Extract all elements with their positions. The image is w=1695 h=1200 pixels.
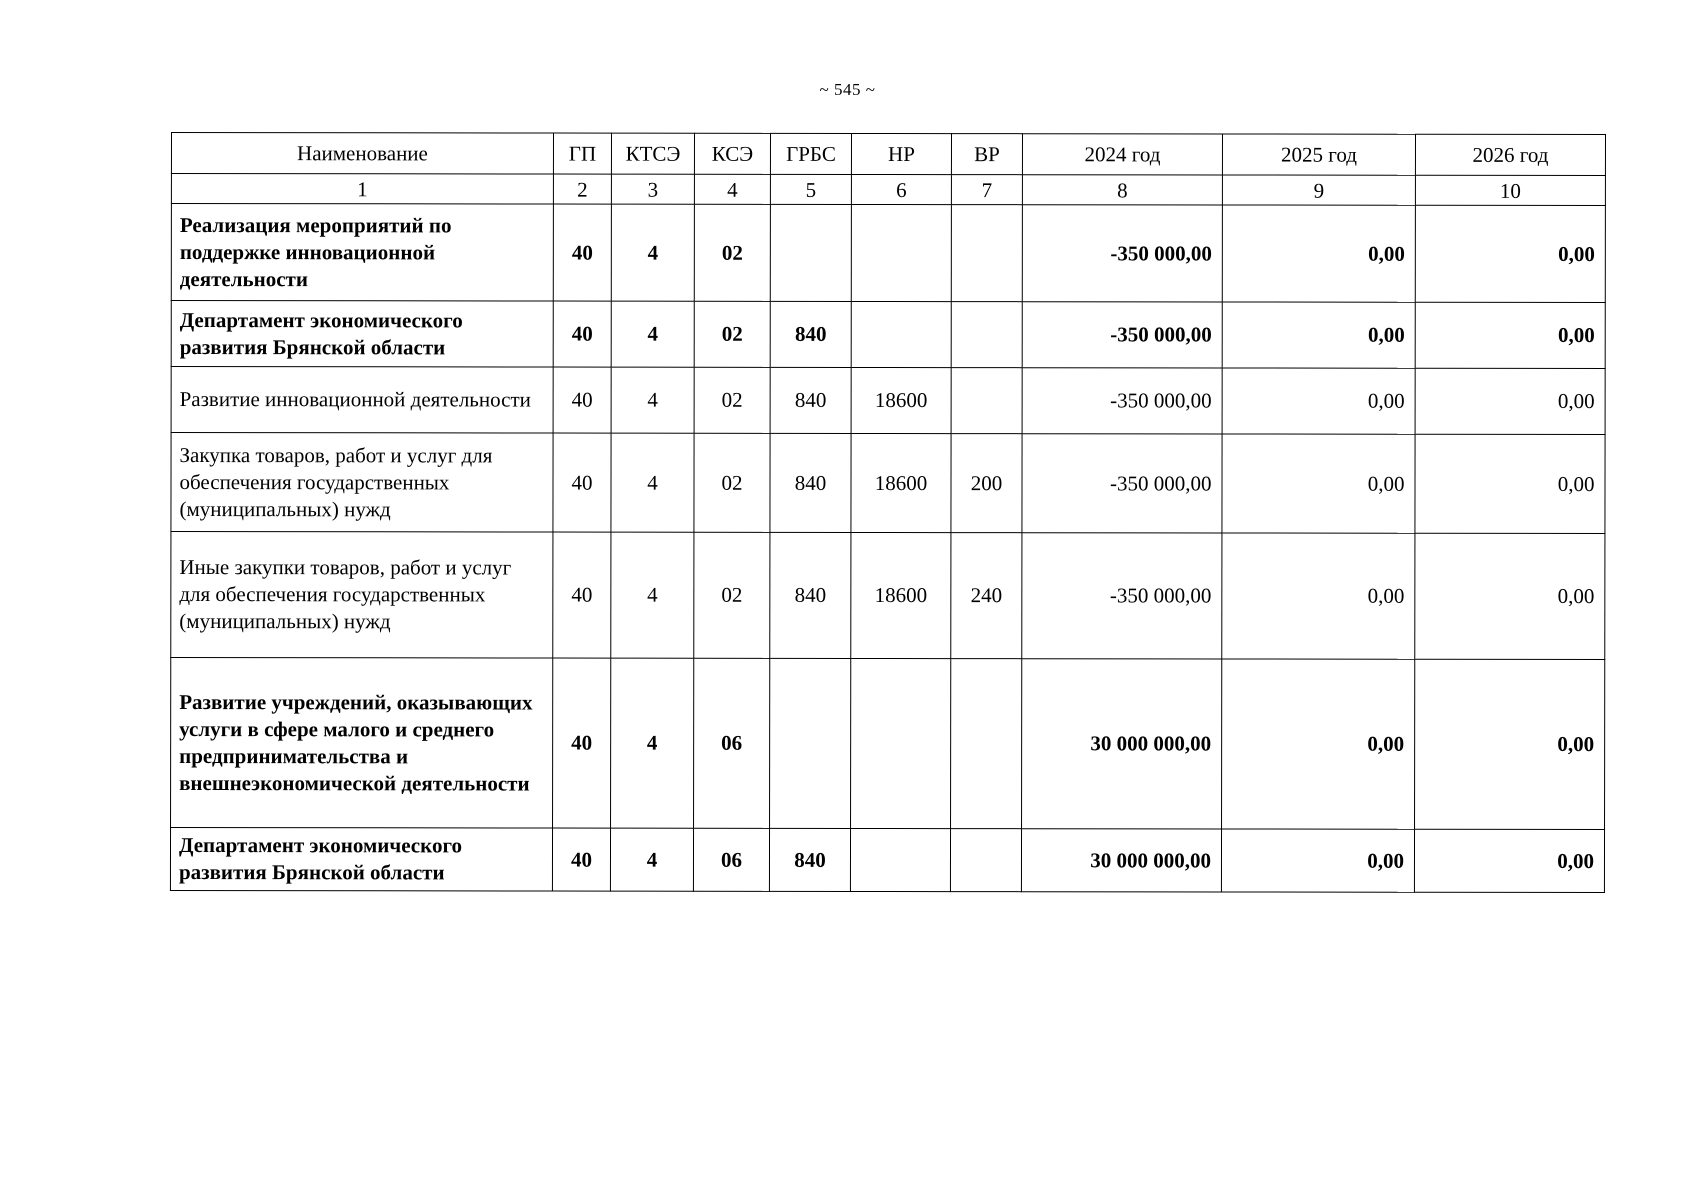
kse-cell: 06: [694, 658, 770, 828]
ktse-cell: 4: [611, 301, 694, 367]
column-number: 7: [951, 175, 1022, 205]
column-header-nr: НР: [851, 133, 951, 174]
gp-cell: 40: [552, 828, 610, 891]
table-row: [171, 367, 1605, 435]
vr-cell: [951, 659, 1022, 829]
column-number: 6: [851, 174, 951, 204]
amount-2026-cell: 0,00: [1415, 533, 1605, 659]
gp-cell: 40: [553, 433, 611, 532]
gp-cell: 40: [553, 367, 611, 433]
amount-2024-cell: -350 000,00: [1022, 434, 1222, 533]
amount-2025-cell: 0,00: [1222, 434, 1415, 533]
column-number: 8: [1022, 175, 1222, 205]
column-header-2024: 2024 год: [1022, 134, 1222, 175]
amount-2026-cell: 0,00: [1415, 205, 1605, 302]
kse-cell: 02: [694, 367, 770, 433]
amount-2026-cell: 0,00: [1415, 434, 1605, 533]
amount-2025-cell: 0,00: [1222, 659, 1415, 829]
row-name-cell: Развитие учреждений, оказывающих услуги в сфере малого и среднего предпринимательства и внешнеэкономической деятельности: [171, 658, 553, 829]
vr-cell: 200: [951, 434, 1022, 533]
column-header-vr: ВР: [951, 134, 1022, 175]
amount-2025-cell: 0,00: [1222, 368, 1415, 434]
grbs-cell: [770, 658, 851, 828]
nr-cell: [851, 204, 951, 301]
vr-cell: 240: [951, 533, 1022, 659]
row-name-cell: Департамент экономического развития Брянской области: [171, 301, 553, 368]
column-number: 3: [611, 174, 694, 204]
column-number: 5: [770, 174, 851, 204]
nr-cell: 18600: [851, 532, 951, 658]
ktse-cell: 4: [611, 433, 694, 532]
amount-2024-cell: 30 000 000,00: [1021, 829, 1221, 892]
amount-2024-cell: -350 000,00: [1022, 302, 1222, 368]
grbs-cell: 840: [769, 828, 850, 891]
grbs-cell: 840: [770, 367, 851, 433]
nr-cell: [850, 828, 950, 891]
ktse-cell: 4: [611, 367, 694, 433]
ktse-cell: 4: [611, 204, 694, 301]
budget-table: [170, 132, 1606, 893]
column-header-gp: ГП: [553, 133, 611, 174]
column-number: 2: [553, 174, 611, 204]
amount-2024-cell: -350 000,00: [1022, 205, 1222, 302]
kse-cell: 02: [694, 532, 770, 658]
column-header-2025: 2025 год: [1222, 134, 1415, 175]
table-header-row: [171, 133, 1605, 176]
column-header-grbs: ГРБС: [770, 133, 851, 174]
page-number: ~ 545 ~: [819, 80, 876, 99]
vr-cell: [951, 302, 1022, 368]
amount-2025-cell: 0,00: [1222, 302, 1415, 368]
row-name-cell: Развитие инновационной деятельности: [171, 367, 553, 434]
row-name-cell: Иные закупки товаров, работ и услуг для обеспечения государственных (муниципальных) нужд: [171, 532, 553, 659]
amount-2026-cell: 0,00: [1415, 659, 1605, 829]
ktse-cell: 4: [610, 828, 693, 891]
column-number: 9: [1222, 175, 1415, 205]
ktse-cell: 4: [611, 658, 694, 828]
amount-2024-cell: -350 000,00: [1022, 368, 1222, 434]
gp-cell: 40: [553, 204, 611, 301]
table-row: [171, 658, 1605, 830]
vr-cell: [951, 368, 1022, 434]
amount-2026-cell: 0,00: [1415, 302, 1605, 368]
amount-2024-cell: -350 000,00: [1022, 533, 1222, 659]
kse-cell: 02: [694, 301, 770, 367]
table-row: [170, 828, 1604, 893]
column-header-kse: КСЭ: [694, 133, 770, 174]
grbs-cell: 840: [770, 301, 851, 367]
gp-cell: 40: [553, 532, 611, 658]
grbs-cell: [770, 204, 851, 301]
gp-cell: 40: [553, 658, 611, 828]
nr-cell: 18600: [851, 433, 951, 532]
column-header-2026: 2026 год: [1415, 134, 1605, 175]
table-row: [171, 433, 1605, 534]
nr-cell: [851, 301, 951, 367]
kse-cell: 02: [694, 204, 770, 301]
kse-cell: 02: [694, 433, 770, 532]
row-name-cell: Департамент экономического развития Брянской области: [170, 828, 552, 892]
table-row: [171, 204, 1605, 303]
amount-2025-cell: 0,00: [1221, 829, 1414, 892]
grbs-cell: 840: [770, 433, 851, 532]
table-row: [171, 532, 1605, 660]
gp-cell: 40: [553, 301, 611, 367]
row-name-cell: Реализация мероприятий по поддержке инновационной деятельности: [171, 204, 553, 302]
amount-2024-cell: 30 000 000,00: [1022, 659, 1222, 829]
column-header-name: Наименование: [171, 133, 553, 175]
amount-2026-cell: 0,00: [1414, 829, 1604, 892]
amount-2025-cell: 0,00: [1222, 533, 1415, 659]
column-number-row: [171, 174, 1605, 206]
vr-cell: [950, 829, 1021, 892]
vr-cell: [951, 205, 1022, 302]
column-number: 4: [694, 174, 770, 204]
column-number: 1: [171, 174, 553, 205]
amount-2025-cell: 0,00: [1222, 205, 1415, 302]
column-header-ktse: КТСЭ: [611, 133, 694, 174]
row-name-cell: Закупка товаров, работ и услуг для обеспечения государственных (муниципальных) нужд: [171, 433, 553, 533]
grbs-cell: 840: [770, 532, 851, 658]
column-number: 10: [1415, 175, 1605, 205]
table-row: [171, 301, 1605, 369]
amount-2026-cell: 0,00: [1415, 368, 1605, 434]
ktse-cell: 4: [611, 532, 694, 658]
nr-cell: [851, 658, 951, 828]
kse-cell: 06: [693, 828, 769, 891]
nr-cell: 18600: [851, 367, 951, 433]
